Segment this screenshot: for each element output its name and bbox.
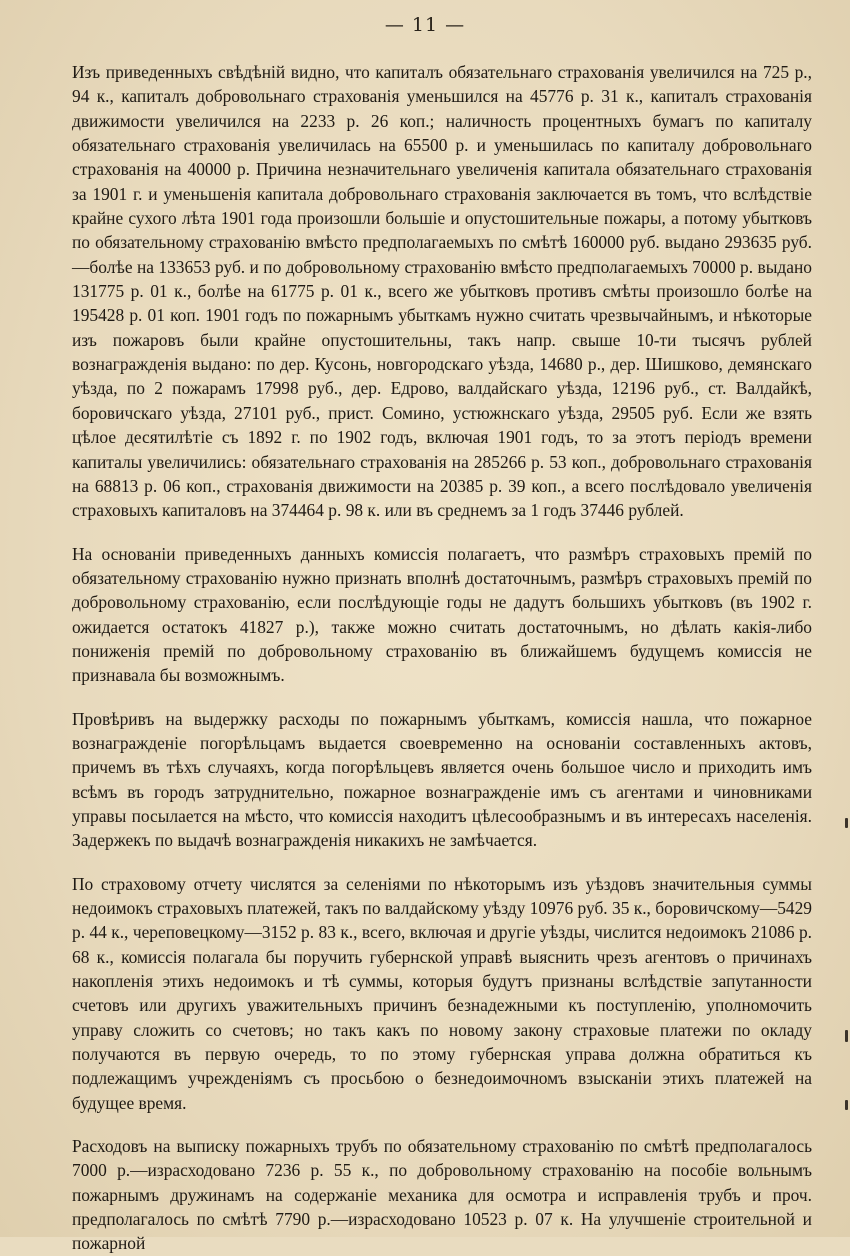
body-text — [72, 60, 812, 1256]
paragraph-fire-pump-expenses: Расходовъ на выписку пожарныхъ трубъ по обязательному страхованію по смѣтѣ предполагалось 7000 р.—израсходовано 7236 р. 55 к., по добровольному страхованію на пособіе вольнымъ пожарнымъ дружинамъ на содержаніе механика для осмотра и исправленія трубъ и проч. предполагалось по смѣтѣ 7790 р.—израсходовано 10523 р. 07 к. На улучшеніе строительной и пожарной — [72, 1136, 812, 1254]
page-edge-mark — [845, 1030, 848, 1042]
paragraph-premium-sufficiency: На основаніи приведенныхъ данныхъ комиссія полагаетъ, что размѣръ страховыхъ премій по обязательному страхованію нужно признать вполнѣ достаточнымъ, размѣръ страховыхъ премій по добровольному страхованію, если послѣдующіе годы не дадутъ большихъ убытковъ (въ 1902 г. ожидается остатокъ 41827 р.), также можно считать достаточнымъ, но дѣлать какія-либо пониженія премій по добровольному страхованію въ ближайшемъ будущемъ комиссія не признавала бы возможнымъ. — [72, 543, 812, 686]
page-number: — 11 — — [384, 14, 466, 36]
page-edge-mark — [845, 1100, 848, 1110]
paragraph-arrears: По страховому отчету числятся за селеніями по нѣкоторымъ изъ уѣздовъ значительныя суммы недоимокъ страховыхъ платежей, такъ по валдайскому уѣзду 10976 руб. 35 к., боровичскому—5429 р. 44 к., череповецкому—3152 р. 83 к., всего, включая и другіе уѣзды, числится недоимокъ 21086 р. 68 к., комиссія полагала бы поручить губернской управѣ выяснить чрезъ агентовъ о причинахъ накопленія этихъ недоимокъ и тѣ суммы, которыя будутъ признаны вслѣдствіе запутанности счетовъ или другихъ уважительныхъ причинъ безнадежными къ поступленію, уполномочить управу сложить со счетовъ; но такъ какъ по новому закону страховые платежи по окладу получаются въ первую очередь, то по этому губернская управа должна обратиться къ подлежащимъ учрежденіямъ съ просьбою о безнедоимочномъ взысканіи этихъ платежей на будущее время. — [72, 873, 812, 1113]
page-edge-mark — [845, 818, 848, 828]
paragraph-fire-loss-payments: Провѣривъ на выдержку расходы по пожарнымъ убыткамъ, комиссія нашла, что пожарное вознагражденіе погорѣльцамъ выдается своевременно на основаніи составленныхъ актовъ, причемъ въ тѣхъ случаяхъ, когда погорѣльцевъ является очень большое число и приходить имъ всѣмъ въ городъ затруднительно, пожарное вознагражденіе имъ съ агентами и чиновниками управы посылается на мѣсто, что комиссія находитъ цѣлесообразнымъ и въ интересахъ населенія. Задержекъ по выдачѣ вознагражденія никакихъ не замѣчается. — [72, 708, 812, 851]
paragraph-capital-changes: Изъ приведенныхъ свѣдѣній видно, что капиталъ обязательнаго страхованія увеличился на 725 р., 94 к., капиталъ добровольнаго страхованія уменьшился на 45776 р. 31 к., капиталъ страхованія движимости увеличился на 2233 р. 26 коп.; наличность процентныхъ бумагъ по капиталу обязательнаго страхованія увеличилась на 65500 р. и уменьшилась по капиталу добровольнаго страхованія на 40000 р. Причина незначительнаго увеличенія капитала обязательнаго страхованія за 1901 г. и уменьшенія капитала добровольнаго страхованія заключается въ томъ, что вслѣдствіе крайне сухого лѣта 1901 года произошли большіе и опустошительные пожары, а потому убытковъ по обязательному страхованію вмѣсто предполагаемыхъ по смѣтѣ 160000 руб. выдано 293635 руб.—болѣе на 133653 руб. и по добровольному страхованію вмѣсто предполагаемыхъ 70000 р. выдано 131775 р. 01 к., болѣе на 61775 р. 01 к., всего же убытковъ противъ смѣты произошло болѣе на 195428 р. 01 коп. 1901 годъ по пожарнымъ убыткамъ нужно считать чрезвычайнымъ, и нѣкоторые изъ пожаровъ были крайне опустошительны, такъ напр. свыше 10-ти тысячъ рублей вознагражденія выдано: по дер. Кусонь, новгородскаго уѣзда, 14680 р., дер. Шишково, демянскаго уѣзда, по 2 пожарамъ 17998 руб., дер. Едрово, валдайскаго уѣзда, 12196 руб., ст. Валдайкѣ, боровичскаго уѣзда, 27101 руб., прист. Сомино, устюжнскаго уѣзда, 29505 руб. Если же взять цѣлое десятилѣтіе съ 1892 г. по 1902 годъ, включая 1901 годъ, то за этотъ періодъ времени капиталы увеличились: обязательнаго страхованія на 285266 р. 53 коп., добровольнаго страхованія на 68813 р. 06 коп., страхованія движимости на 20385 р. 39 коп., а всего послѣдовало увеличенія страховыхъ капиталовъ на 374464 р. 98 к. или въ среднемъ за 1 годъ 37446 рублей. — [72, 62, 812, 521]
